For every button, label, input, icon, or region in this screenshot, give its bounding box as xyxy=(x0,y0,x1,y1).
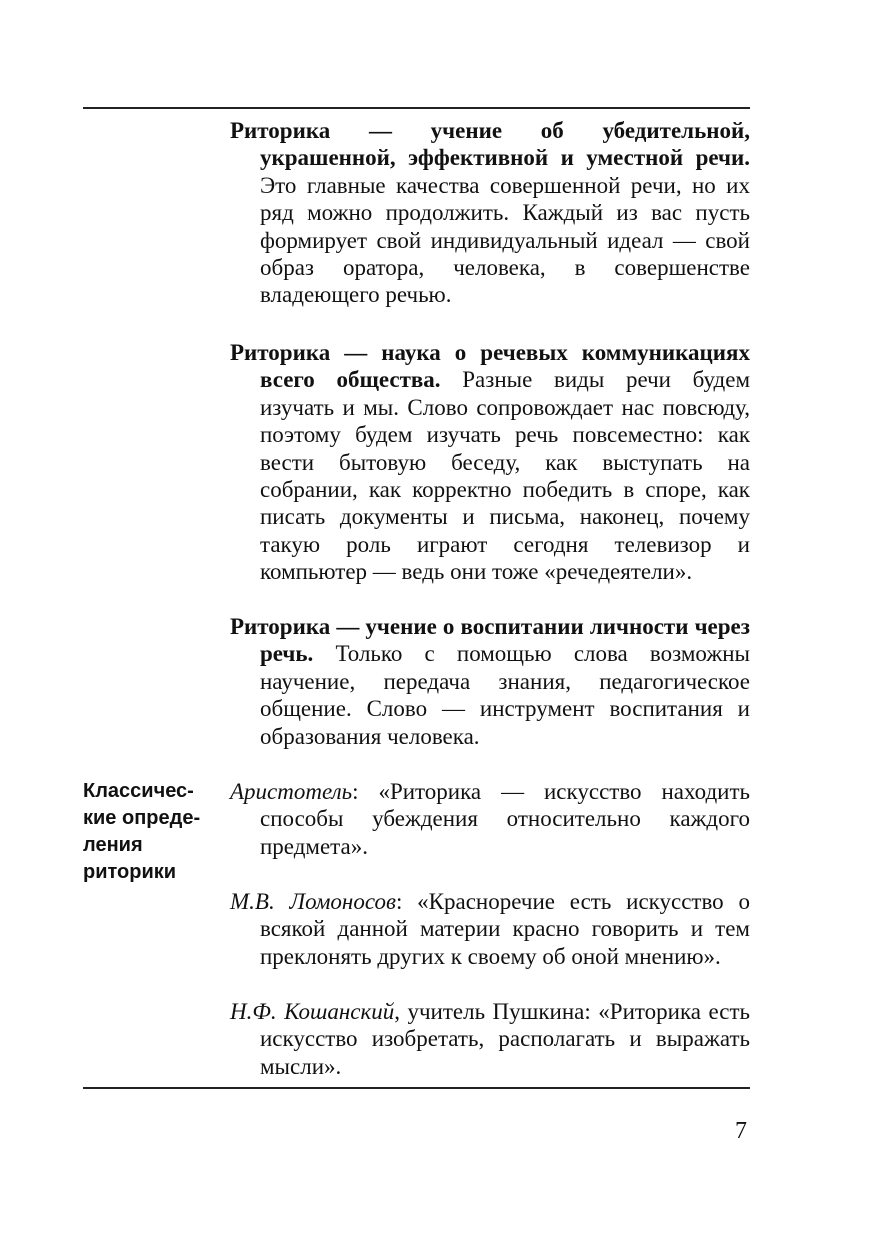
side-heading xyxy=(83,778,223,886)
definition-term-1: Риторика — учение об убедительной, украшенной, эффективной и уместной речи. xyxy=(230,118,750,171)
definition-paragraph-1 xyxy=(230,117,750,309)
side-heading-line-1: Классичес- xyxy=(83,780,194,802)
quote-paragraph-lomonosov xyxy=(230,888,750,970)
quote-paragraph-koshansky xyxy=(230,998,750,1080)
side-heading-line-4: риторики xyxy=(83,861,177,883)
quote-author-aristotle: Аристотель xyxy=(230,779,353,804)
quote-text-aristotle: «Риторика — искусство находить способы убеждения относительно каждого предмета». xyxy=(260,779,750,859)
definition-text-1: Это главные качества совершенной речи, но их ряд можно продолжить. Каждый из вас пусть формирует свой индивидуальный идеал — свой образ оратора, человека, в совершенстве владеющего речью. xyxy=(260,172,750,308)
bottom-rule xyxy=(83,1087,750,1089)
side-heading-line-3: ления xyxy=(83,834,143,856)
definition-text-2: Разные виды речи будем изучать и мы. Слово сопровождает нас повсюду, поэтому будем изучать речь повсеместно: как вести бытовую беседу, как выступать на собрании, как корректно победить в споре, как писать документы и письма, наконец, почему такую роль играют сегодня телевизор и компьютер — ведь они тоже «речедеятели». xyxy=(260,367,751,585)
definition-paragraph-3 xyxy=(230,613,750,750)
definition-term-2: Риторика — наука о речевых коммуникациях всего общества. xyxy=(230,340,750,393)
definition-term-3: Риторика — учение о воспитании личности через речь. xyxy=(230,614,750,667)
quote-suffix-aristotle: : xyxy=(352,779,359,804)
definition-paragraph-2 xyxy=(230,339,750,586)
side-heading-line-2: кие опреде- xyxy=(83,807,201,829)
quote-text-koshansky: «Риторика есть искусство изобретать, располагать и выражать мысли». xyxy=(260,999,750,1079)
quote-suffix-lomonosov: : xyxy=(395,889,403,914)
quote-author-koshansky: Н.Ф. Кошанский xyxy=(230,999,395,1024)
quote-text-lomonosov: «Красноречие есть искусство о всякой данной материи красно говорить и тем преклонять других к своему об оной мнению». xyxy=(260,889,751,969)
quote-author-lomonosov: М.В. Ломоносов xyxy=(230,889,396,914)
top-rule xyxy=(83,107,750,109)
page-number: 7 xyxy=(735,1118,747,1144)
definition-text-3: Только с помощью слова возможны научение, передача знания, педагогическое общение. Слово — инструмент воспитания и образования человека. xyxy=(260,641,750,749)
quote-suffix-koshansky: , учитель Пушкина: xyxy=(394,999,591,1024)
quote-paragraph-aristotle xyxy=(230,778,750,860)
